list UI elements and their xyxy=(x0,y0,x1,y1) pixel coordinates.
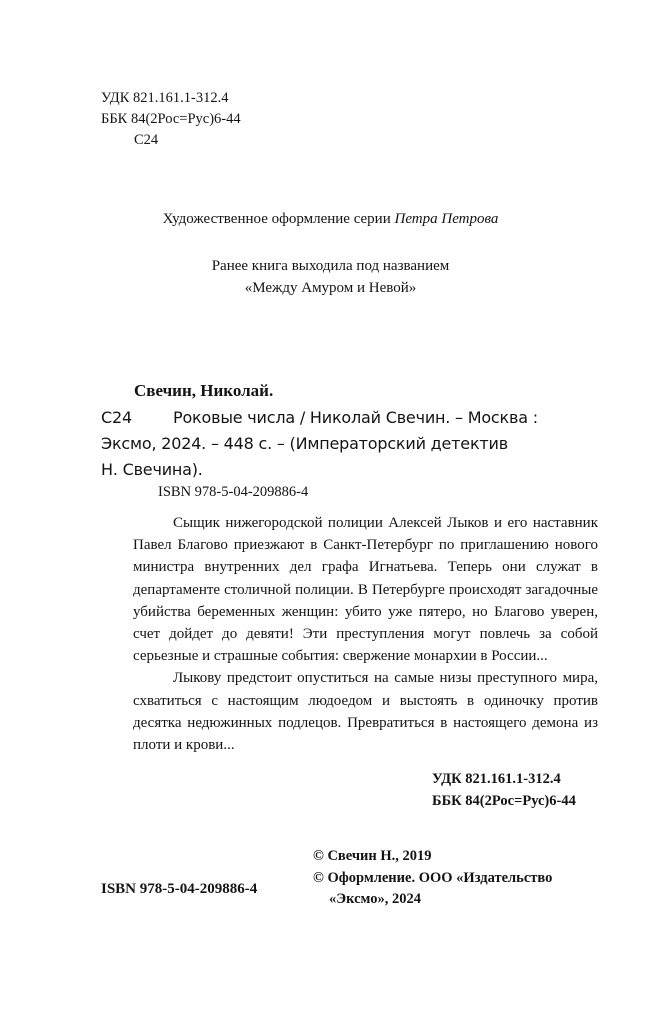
art-design-artist: Петра Петрова xyxy=(394,211,499,227)
bibliography-isbn: ISBN 978-5-04-209886-4 xyxy=(158,484,309,500)
bibliography-line2: Эксмо, 2024. – 448 с. – (Императорский детектив xyxy=(101,434,508,453)
copyright-block xyxy=(313,846,613,911)
annotation xyxy=(133,512,598,756)
author-mark: С24 xyxy=(134,132,159,148)
footer-classification xyxy=(432,768,576,812)
udk-code: УДК 821.161.1-312.4 xyxy=(101,90,229,106)
copyright-author: © Свечин Н., 2019 xyxy=(313,848,432,864)
bbk-code: ББК 84(2Рос=Рус)6-44 xyxy=(101,111,241,127)
copyright-design-cont: «Эксмо», 2024 xyxy=(329,891,421,907)
footer-isbn: ISBN 978-5-04-209886-4 xyxy=(101,881,258,897)
annotation-paragraph-1: Сыщик нижегородской полиции Алексей Лыков и его наставник Павел Благово приезжают в Санкт-Петербург по приглашению нового министра внутренних дел графа Игнатьева. Теперь они служат в департаменте столичной полиции. В Петербурге происходят загадочные убийства беременных женщин: убито уже пятеро, но Благово уверен, счет дойдет до девяти! Эти преступления могут повлечь за собой серьезные и страшные события: свержение монархии в России... xyxy=(133,515,598,665)
footer-bbk: ББК 84(2Рос=Рус)6-44 xyxy=(432,793,576,809)
previous-title-line2: «Между Амуром и Невой» xyxy=(244,280,417,296)
annotation-paragraph-2: Лыкову предстоит опуститься на самые низы преступного мира, схватиться с настоящим людоедом и выстоять в одиночку против десятка недюжинных подлецов. Превратиться в настоящего демона из плоти и крови... xyxy=(133,670,598,754)
bibliography-entry xyxy=(101,405,631,483)
bibliography-line1: Роковые числа / Николай Свечин. – Москва : xyxy=(173,408,538,427)
bibliography-line3: Н. Свечина). xyxy=(101,460,203,479)
footer-udk: УДК 821.161.1-312.4 xyxy=(432,771,561,787)
art-design-text: Художественное оформление серии xyxy=(162,211,391,227)
copyright-design: © Оформление. ООО «Издательство xyxy=(313,869,553,886)
previous-title-note xyxy=(0,255,661,299)
previous-title-line1: Ранее книга выходила под названием xyxy=(211,258,450,274)
header-classification xyxy=(101,88,241,151)
art-design-credit xyxy=(0,211,661,228)
bibliography-author: Свечин, Николай. xyxy=(134,381,274,400)
bibliography-code: С24 xyxy=(101,408,132,427)
